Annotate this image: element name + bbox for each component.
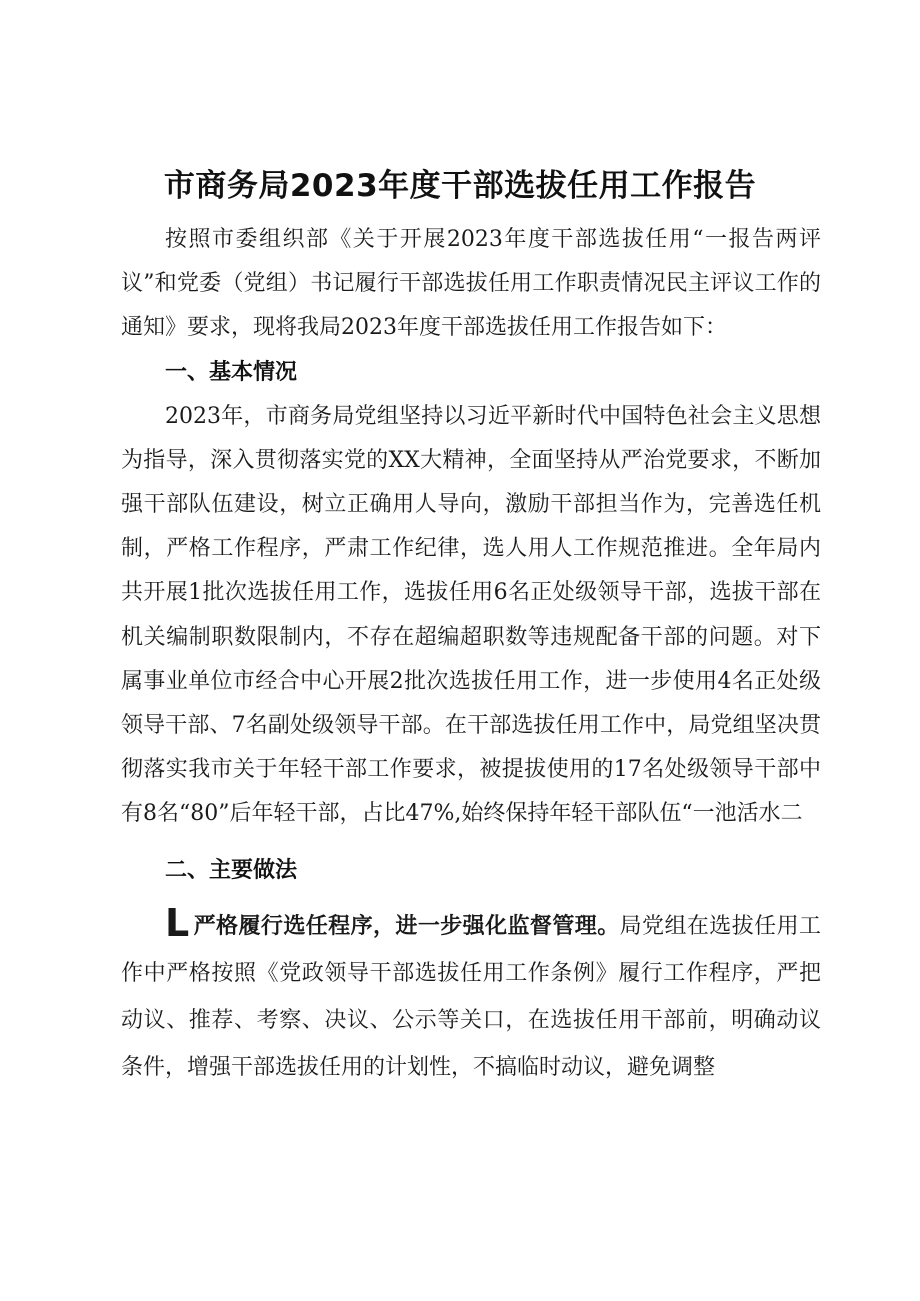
paragraph-gap	[121, 893, 821, 903]
document-title: 市商务局2023年度干部选拔任用工作报告	[163, 168, 757, 204]
item-body-text: 局党组在选拔任用工作中严格按照《党政领导干部选拔任用工作条例》履行工作程序，严把动议、推荐、考察、决议、公示等关口，在选拔任用干部前，明确动议条件，增强干部选拔任用的计划性，不搞临时动议，避免调整	[121, 913, 821, 1080]
section-heading-main-practices: 二、主要做法	[165, 857, 298, 883]
item-lead-sentence: 严格履行选任程序，进一步强化监督管理。	[193, 913, 620, 939]
practice-item-1-paragraph	[121, 900, 821, 1091]
document-body	[121, 218, 821, 1091]
section-heading-basic-situation: 一、基本情况	[165, 359, 298, 385]
basic-situation-paragraph: 2023年，市商务局党组坚持以习近平新时代中国特色社会主义思想为指导，深入贯彻落实党的XX大精神，全面坚持从严治党要求，不断加强干部队伍建设，树立正确用人导向，激励干部担当作为，完善选任机制，严格工作程序，严肃工作纪律，选人用人工作规范推进。全年局内共开展1批次选拔任用工作，选拔任用6名正处级领导干部，选拔干部在机关编制职数限制内，不存在超编超职数等违规配备干部的问题。对下属事业单位市经合中心开展2批次选拔任用工作，进一步使用4名正处级领导干部、7名副处级领导干部。在干部选拔任用工作中，局党组坚决贯彻落实我市关于年轻干部工作要求，被提拔使用的17名处级领导干部中有8名“80”后年轻干部，占比47%,始终保持年轻干部队伍“一池活水二	[121, 403, 821, 827]
item-number: L	[165, 900, 190, 945]
intro-paragraph: 按照市委组织部《关于开展2023年度干部选拔任用“一报告两评议”和党委（党组）书记履行干部选拔任用工作职责情况民主评议工作的通知》要求，现将我局2023年度干部选拔任用工作报告如下：	[121, 227, 821, 341]
paragraph-gap	[121, 837, 821, 849]
